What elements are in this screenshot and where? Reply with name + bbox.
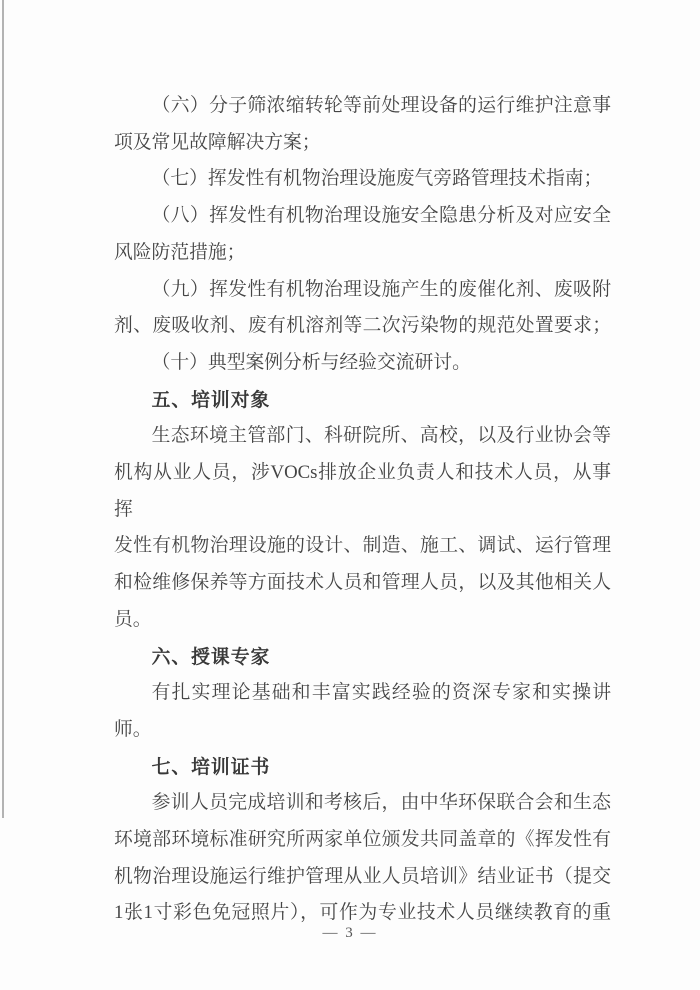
document-line: （七）挥发性有机物治理设施废气旁路管理技术指南；: [151, 168, 603, 190]
document-line: （六）分子筛浓缩转轮等前处理设备的运行维护注意事: [151, 95, 611, 116]
section-heading-lecturers: 六、授课专家: [151, 645, 271, 667]
section-heading-training-targets: 五、培训对象: [151, 388, 271, 410]
document-line: 环境部环境标准研究所两家单位颁发共同盖章的《挥发性有: [114, 829, 611, 851]
page-number: — 3 —: [322, 925, 378, 941]
document-line: 1张1寸彩色免冠照片），可作为专业技术人员继续教育的重: [114, 902, 611, 924]
document-line: 师。: [114, 718, 152, 740]
document-line: （十）典型案例分析与经验交流研讨。: [151, 351, 471, 373]
document-line: 机构从业人员，涉VOCs排放企业负责人和技术人员，从事挥: [114, 462, 611, 520]
document-line: 有扎实理论基础和丰富实践经验的资深专家和实操讲: [151, 682, 611, 704]
scan-edge-artifact: [2, 0, 4, 818]
document-line: 剂、废吸收剂、废有机溶剂等二次污染物的规范处置要求；: [114, 315, 611, 337]
document-line: 生态环境主管部门、科研院所、高校，以及行业协会等: [151, 425, 611, 447]
document-line: 员。: [114, 608, 152, 630]
document-line: 发性有机物治理设施的设计、制造、施工、调试、运行管理: [114, 535, 611, 557]
document-body: [114, 88, 611, 932]
document-line: 项及常见故障解决方案；: [114, 131, 321, 153]
document-line: 和检维修保养等方面技术人员和管理人员，以及其他相关人: [114, 572, 611, 594]
document-line: 参训人员完成培训和考核后，由中华环保联合会和生态: [151, 792, 611, 814]
document-line: 机物治理设施运行维护管理从业人员培训》结业证书（提交: [114, 865, 611, 887]
document-line: （九）挥发性有机物治理设施产生的废催化剂、废吸附: [151, 278, 611, 300]
section-heading-certificate: 七、培训证书: [151, 755, 271, 777]
document-line: 风险防范措施；: [114, 241, 246, 263]
document-line: （八）挥发性有机物治理设施安全隐患分析及对应安全: [151, 205, 611, 227]
